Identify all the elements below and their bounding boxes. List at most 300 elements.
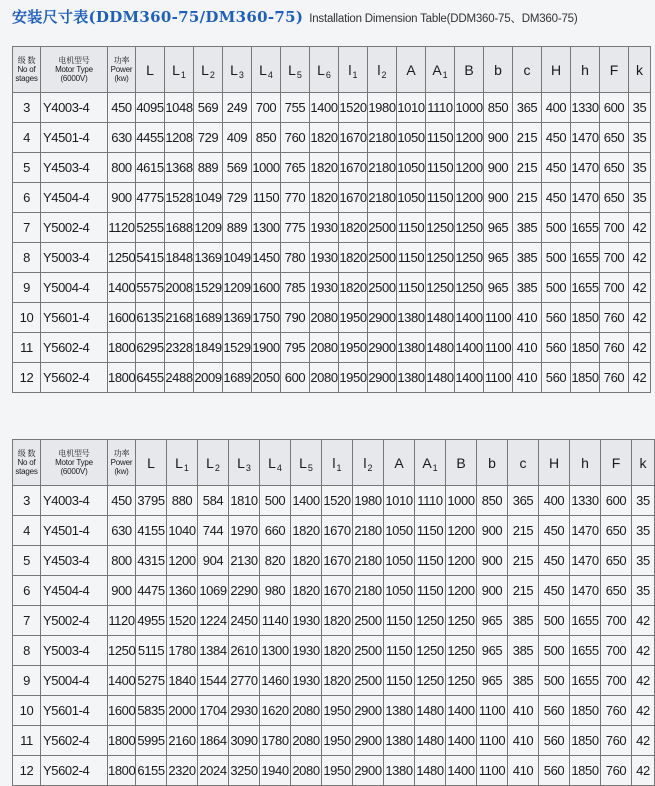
dimension-cell: 2080 <box>291 696 322 726</box>
dimension-cell: 1820 <box>322 666 353 696</box>
dimension-cell: 450 <box>539 546 570 576</box>
stages-cell: 3 <box>13 486 41 516</box>
dimension-cell: 965 <box>477 666 508 696</box>
dimension-header-subscript: 1 <box>442 69 448 80</box>
dimension-cell: 215 <box>513 153 542 183</box>
dimension-cell: 1150 <box>397 243 426 273</box>
dimension-cell: 1400 <box>455 333 484 363</box>
dimension-cell: 3250 <box>229 756 260 786</box>
dimension-header-symbol: B <box>456 454 466 471</box>
dimension-cell: 760 <box>600 333 629 363</box>
dimension-cell: 1400 <box>446 726 477 756</box>
table-row <box>13 333 651 363</box>
dimension-header-subscript: 3 <box>238 69 244 80</box>
dimension-cell: 2160 <box>167 726 198 756</box>
dimension-cell: 42 <box>629 273 651 303</box>
dimension-header <box>629 47 651 93</box>
stages-cell: 5 <box>13 153 41 183</box>
dimension-cell: 1470 <box>571 183 600 213</box>
dimension-cell: 2180 <box>368 183 397 213</box>
dimension-cell: 1820 <box>310 153 339 183</box>
dimension-header <box>542 47 571 93</box>
dimension-cell: 1655 <box>571 243 600 273</box>
dimension-header-symbol: L <box>201 61 209 78</box>
dimension-cell: 1820 <box>339 213 368 243</box>
dimension-cell: 2024 <box>198 756 229 786</box>
power-cell: 1250 <box>108 636 136 666</box>
dimension-cell: 410 <box>508 696 539 726</box>
motor-type-cell: Y4501-4 <box>41 516 108 546</box>
dimension-cell: 215 <box>513 123 542 153</box>
dimension-header <box>571 47 600 93</box>
dimension-cell: 744 <box>198 516 229 546</box>
dimension-header <box>368 47 397 93</box>
power-cell: 1250 <box>108 243 136 273</box>
dimension-cell: 729 <box>194 123 223 153</box>
motor-type-cell: Y4503-4 <box>41 153 108 183</box>
motor-header <box>41 47 108 93</box>
dimension-cell: 2500 <box>353 666 384 696</box>
motor-type-cell: Y5002-4 <box>41 606 108 636</box>
dimension-cell: 2080 <box>310 303 339 333</box>
dimension-cell: 4095 <box>136 93 165 123</box>
dimension-cell: 1380 <box>384 696 415 726</box>
stages-header-cn: 级 数 <box>17 56 36 65</box>
dimension-cell: 1670 <box>322 576 353 606</box>
dimension-cell: 1250 <box>446 666 477 696</box>
dimension-cell: 1100 <box>477 726 508 756</box>
dimension-cell: 700 <box>600 273 629 303</box>
dimension-cell: 5995 <box>136 726 167 756</box>
dimension-header <box>446 440 477 486</box>
dimension-cell: 900 <box>484 123 513 153</box>
dimension-cell: 42 <box>632 756 655 786</box>
motor-type-cell: Y5602-4 <box>41 363 108 393</box>
dimension-cell: 1950 <box>322 696 353 726</box>
dimension-cell: 1100 <box>484 333 513 363</box>
dimension-cell: 775 <box>281 213 310 243</box>
dimension-cell: 450 <box>539 516 570 546</box>
motor-header-en: Motor Type <box>55 65 93 74</box>
dimension-cell: 1300 <box>260 636 291 666</box>
dimension-cell: 1655 <box>570 606 601 636</box>
motor-type-cell: Y4003-4 <box>41 93 108 123</box>
dimension-cell: 1850 <box>571 333 600 363</box>
dimension-cell: 729 <box>223 183 252 213</box>
dimension-cell: 500 <box>542 213 571 243</box>
dimension-cell: 1655 <box>571 213 600 243</box>
dimension-cell: 700 <box>601 636 632 666</box>
dimension-cell: 1820 <box>291 546 322 576</box>
stages-header-en: No of stages <box>15 458 38 476</box>
dimension-cell: 1704 <box>198 696 229 726</box>
dimension-cell: 1689 <box>223 363 252 393</box>
dimension-cell: 1100 <box>484 363 513 393</box>
dimension-cell: 1150 <box>426 153 455 183</box>
dimension-cell: 42 <box>632 636 655 666</box>
stages-header <box>13 440 41 486</box>
dimension-header-symbol: k <box>639 454 647 471</box>
dimension-cell: 1930 <box>310 273 339 303</box>
dimension-cell: 1380 <box>397 333 426 363</box>
dimension-cell: 700 <box>252 93 281 123</box>
dimension-cell: 1820 <box>339 243 368 273</box>
dimension-cell: 1655 <box>570 666 601 696</box>
dimension-cell: 6295 <box>136 333 165 363</box>
table-header-row <box>13 440 655 486</box>
dimension-cell: 795 <box>281 333 310 363</box>
dimension-cell: 584 <box>198 486 229 516</box>
table-row <box>13 756 655 786</box>
table-row <box>13 486 655 516</box>
dimension-cell: 1250 <box>426 273 455 303</box>
dimension-cell: 1400 <box>455 303 484 333</box>
dimension-header <box>229 440 260 486</box>
dimension-cell: 965 <box>484 243 513 273</box>
dimension-cell: 35 <box>629 93 651 123</box>
dimension-cell: 1050 <box>384 516 415 546</box>
dimension-cell: 760 <box>281 123 310 153</box>
dimension-cell: 5275 <box>136 666 167 696</box>
dimension-cell: 1200 <box>446 546 477 576</box>
power-cell: 1800 <box>108 756 136 786</box>
dimension-cell: 1250 <box>426 213 455 243</box>
table-row <box>13 273 651 303</box>
dimension-cell: 450 <box>542 183 571 213</box>
dimension-cell: 1100 <box>484 303 513 333</box>
dimension-header-symbol: L <box>206 454 214 471</box>
dimension-cell: 42 <box>632 606 655 636</box>
dimension-cell: 1900 <box>252 333 281 363</box>
dimension-cell: 1849 <box>194 333 223 363</box>
dimension-header <box>165 47 194 93</box>
dimension-cell: 1470 <box>570 576 601 606</box>
dimension-cell: 2320 <box>167 756 198 786</box>
dimension-cell: 1110 <box>426 93 455 123</box>
dimension-cell: 1150 <box>384 606 415 636</box>
dimension-header-symbol: l <box>377 61 381 78</box>
dimension-header-symbol: L <box>175 454 183 471</box>
motor-type-cell: Y4503-4 <box>41 546 108 576</box>
dimension-cell: 2900 <box>368 333 397 363</box>
dimension-cell: 500 <box>542 273 571 303</box>
dimension-cell: 760 <box>601 726 632 756</box>
dimension-cell: 560 <box>539 756 570 786</box>
dimension-cell: 1544 <box>198 666 229 696</box>
dimension-cell: 1250 <box>415 636 446 666</box>
dimension-cell: 1470 <box>570 516 601 546</box>
dimension-cell: 42 <box>632 726 655 756</box>
dimension-header-symbol: H <box>550 61 562 78</box>
dimension-cell: 1400 <box>446 696 477 726</box>
dimension-cell: 2180 <box>353 576 384 606</box>
dimension-cell: 1050 <box>397 123 426 153</box>
dimension-header <box>415 440 446 486</box>
dimension-cell: 1250 <box>455 273 484 303</box>
dimension-cell: 42 <box>629 363 651 393</box>
dimension-cell: 385 <box>513 273 542 303</box>
dimension-cell: 1470 <box>571 153 600 183</box>
dimension-cell: 385 <box>513 213 542 243</box>
stages-cell: 11 <box>13 726 41 756</box>
dimension-cell: 2770 <box>229 666 260 696</box>
dimension-cell: 600 <box>600 93 629 123</box>
dimension-header-symbol: A <box>422 454 432 471</box>
dimension-header <box>570 440 601 486</box>
dimension-header <box>384 440 415 486</box>
motor-type-cell: Y4003-4 <box>41 486 108 516</box>
dimension-cell: 569 <box>223 153 252 183</box>
dimension-cell: 1970 <box>229 516 260 546</box>
dimension-cell: 5115 <box>136 636 167 666</box>
dimension-cell: 1140 <box>260 606 291 636</box>
dimension-cell: 560 <box>542 363 571 393</box>
dimension-cell: 35 <box>632 486 655 516</box>
dimension-cell: 1850 <box>570 756 601 786</box>
dimension-cell: 1069 <box>198 576 229 606</box>
motor-type-cell: Y5004-4 <box>41 273 108 303</box>
dimension-header-symbol: L <box>172 61 180 78</box>
dimension-header-symbol: c <box>523 61 531 78</box>
dimension-cell: 1150 <box>415 546 446 576</box>
dimension-header-symbol: h <box>581 61 589 78</box>
dimension-cell: 385 <box>508 636 539 666</box>
dimension-cell: 1400 <box>455 363 484 393</box>
dimension-header <box>508 440 539 486</box>
dimension-header-subscript: 6 <box>325 69 331 80</box>
dimension-cell: 2930 <box>229 696 260 726</box>
dimension-cell: 3090 <box>229 726 260 756</box>
table-row <box>13 606 655 636</box>
dimension-cell: 3795 <box>136 486 167 516</box>
dimension-cell: 1369 <box>194 243 223 273</box>
title-english: Installation Dimension Table(DDM360-75、DM360-75) <box>309 13 578 25</box>
dimension-cell: 1110 <box>415 486 446 516</box>
dimension-cell: 5415 <box>136 243 165 273</box>
dimension-cell: 1780 <box>167 636 198 666</box>
dimension-cell: 1850 <box>571 303 600 333</box>
dimension-cell: 4315 <box>136 546 167 576</box>
stages-cell: 12 <box>13 363 41 393</box>
dimension-cell: 1470 <box>570 546 601 576</box>
table-row <box>13 666 655 696</box>
dimension-header-subscript: 1 <box>183 462 189 473</box>
dimension-cell: 1460 <box>260 666 291 696</box>
dimension-cell: 755 <box>281 93 310 123</box>
dimension-cell: 2008 <box>165 273 194 303</box>
power-cell: 900 <box>108 183 136 213</box>
dimension-cell: 1150 <box>397 213 426 243</box>
dimension-cell: 650 <box>600 123 629 153</box>
dimension-cell: 500 <box>539 666 570 696</box>
dimension-header <box>353 440 384 486</box>
dimension-cell: 1380 <box>397 363 426 393</box>
stages-cell: 12 <box>13 756 41 786</box>
dimension-header-symbol: l <box>348 61 352 78</box>
dimension-header <box>426 47 455 93</box>
dimension-cell: 5255 <box>136 213 165 243</box>
dimension-cell: 4615 <box>136 153 165 183</box>
dimension-cell: 1150 <box>384 666 415 696</box>
title-chinese: 安装尺寸表(DDM360-75/DM360-75) <box>12 8 304 26</box>
motor-type-cell: Y5602-4 <box>41 756 108 786</box>
dimension-header-symbol: L <box>237 454 245 471</box>
dimension-cell: 2080 <box>291 726 322 756</box>
dimension-cell: 700 <box>601 606 632 636</box>
dimension-cell: 1470 <box>571 123 600 153</box>
power-cell: 800 <box>108 546 136 576</box>
dimension-cell: 1000 <box>252 153 281 183</box>
dimension-cell: 410 <box>513 363 542 393</box>
dimension-header-symbol: L <box>268 454 276 471</box>
dimension-cell: 1480 <box>426 363 455 393</box>
dimension-header-subscript: 1 <box>352 69 358 80</box>
dimension-cell: 2500 <box>368 243 397 273</box>
power-header <box>108 440 136 486</box>
dimension-cell: 1820 <box>310 183 339 213</box>
dimension-cell: 1400 <box>310 93 339 123</box>
dimension-cell: 2080 <box>310 333 339 363</box>
dimension-cell: 780 <box>281 243 310 273</box>
dimension-cell: 2180 <box>368 123 397 153</box>
dimension-cell: 1150 <box>426 123 455 153</box>
dimension-header-symbol: L <box>317 61 325 78</box>
dimension-cell: 2009 <box>194 363 223 393</box>
dimension-cell: 385 <box>508 666 539 696</box>
dimension-cell: 790 <box>281 303 310 333</box>
dimension-cell: 35 <box>632 516 655 546</box>
dimension-cell: 1000 <box>446 486 477 516</box>
dimension-header-symbol: l <box>363 454 367 471</box>
stages-header <box>13 47 41 93</box>
dimension-cell: 1528 <box>165 183 194 213</box>
power-header-en: Power <box>110 65 133 74</box>
power-cell: 1120 <box>108 606 136 636</box>
power-cell: 630 <box>108 516 136 546</box>
dimension-cell: 1520 <box>339 93 368 123</box>
dimension-cell: 1208 <box>165 123 194 153</box>
stages-cell: 4 <box>13 123 41 153</box>
dimension-cell: 2000 <box>167 696 198 726</box>
dimension-header <box>600 47 629 93</box>
dimension-cell: 850 <box>484 93 513 123</box>
dimension-cell: 1048 <box>165 93 194 123</box>
dimension-header <box>310 47 339 93</box>
dimension-header <box>252 47 281 93</box>
dimension-header <box>632 440 655 486</box>
dimension-cell: 1380 <box>384 726 415 756</box>
dimension-header-subscript: 1 <box>336 462 342 473</box>
dimension-cell: 1480 <box>415 726 446 756</box>
power-cell: 1600 <box>108 303 136 333</box>
dimension-cell: 1224 <box>198 606 229 636</box>
table-row <box>13 636 655 666</box>
motor-header-cn: 电机型号 <box>58 56 90 65</box>
dimension-header-symbol: L <box>147 454 155 471</box>
dimension-cell: 1050 <box>397 183 426 213</box>
power-cell: 1400 <box>108 666 136 696</box>
dimension-cell: 42 <box>629 243 651 273</box>
dimension-header <box>291 440 322 486</box>
power-header <box>108 47 136 93</box>
dimension-cell: 2500 <box>353 636 384 666</box>
dimension-cell: 1400 <box>446 756 477 786</box>
dimension-header-subscript: 1 <box>180 69 186 80</box>
table-row <box>13 243 651 273</box>
dimension-cell: 1689 <box>194 303 223 333</box>
dimension-cell: 1810 <box>229 486 260 516</box>
dimension-cell: 1049 <box>223 243 252 273</box>
stages-cell: 3 <box>13 93 41 123</box>
dimension-cell: 5835 <box>136 696 167 726</box>
dimension-cell: 1380 <box>384 756 415 786</box>
dimension-header <box>223 47 252 93</box>
dimension-cell: 1529 <box>194 273 223 303</box>
dimension-cell: 1250 <box>446 606 477 636</box>
table-row <box>13 93 651 123</box>
stages-cell: 7 <box>13 606 41 636</box>
dimension-cell: 2500 <box>368 273 397 303</box>
power-cell: 450 <box>108 486 136 516</box>
dimension-cell: 1520 <box>322 486 353 516</box>
dimension-cell: 2130 <box>229 546 260 576</box>
dimension-cell: 2500 <box>368 213 397 243</box>
dimension-header-symbol: c <box>519 454 527 471</box>
dimension-cell: 760 <box>600 363 629 393</box>
dimension-cell: 215 <box>508 576 539 606</box>
dimension-cell: 1670 <box>322 516 353 546</box>
table-row <box>13 213 651 243</box>
motor-type-cell: Y5002-4 <box>41 213 108 243</box>
stages-cell: 5 <box>13 546 41 576</box>
dimension-cell: 1100 <box>477 696 508 726</box>
dimension-cell: 1369 <box>223 303 252 333</box>
power-cell: 1800 <box>108 363 136 393</box>
dimension-cell: 569 <box>194 93 223 123</box>
dimension-cell: 2900 <box>368 363 397 393</box>
dimension-cell: 880 <box>167 486 198 516</box>
dimension-header-symbol: L <box>259 61 267 78</box>
dimension-cell: 2450 <box>229 606 260 636</box>
dimension-cell: 1400 <box>291 486 322 516</box>
dimension-cell: 1930 <box>310 243 339 273</box>
dimension-cell: 1330 <box>570 486 601 516</box>
dimension-cell: 2050 <box>252 363 281 393</box>
dimension-cell: 560 <box>542 333 571 363</box>
dimension-cell: 1670 <box>339 123 368 153</box>
motor-type-cell: Y5003-4 <box>41 243 108 273</box>
table-row <box>13 123 651 153</box>
dimension-cell: 400 <box>539 486 570 516</box>
dimension-cell: 700 <box>600 243 629 273</box>
dimension-header-symbol: L <box>288 61 296 78</box>
dimension-cell: 1200 <box>446 576 477 606</box>
dimension-header-symbol: l <box>332 454 336 471</box>
dimension-cell: 2900 <box>368 303 397 333</box>
dimension-cell: 1930 <box>291 666 322 696</box>
table-row <box>13 546 655 576</box>
dimension-header-subscript: 1 <box>432 462 438 473</box>
dimension-cell: 700 <box>601 666 632 696</box>
dimension-header-subscript: 5 <box>307 462 313 473</box>
dimension-cell: 1930 <box>291 636 322 666</box>
motor-header-voltage: (6000V) <box>60 467 88 476</box>
dimension-cell: 1250 <box>415 606 446 636</box>
dimension-header-subscript: 4 <box>267 69 273 80</box>
dimension-cell: 450 <box>542 153 571 183</box>
motor-header-voltage: (6000V) <box>60 74 88 83</box>
dimension-cell: 6135 <box>136 303 165 333</box>
